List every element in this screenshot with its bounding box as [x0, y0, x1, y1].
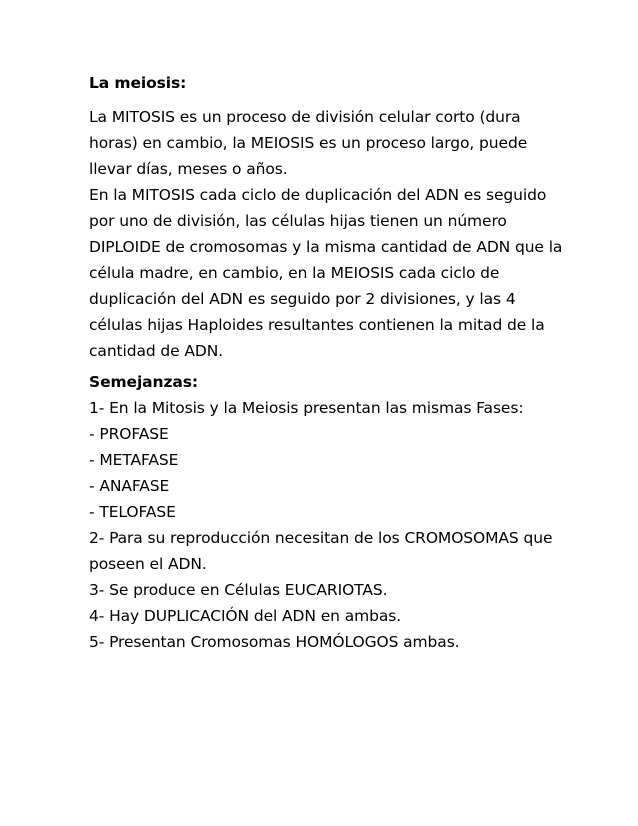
text-line: células hijas Haploides resultantes contienen la mitad de la	[89, 316, 545, 334]
text-line: cantidad de ADN.	[89, 342, 224, 360]
list-item: - METAFASE	[89, 451, 179, 469]
text-line: DIPLOIDE de cromosomas y la misma cantidad de ADN que la	[89, 238, 563, 256]
list-item: 1- En la Mitosis y la Meiosis presentan las mismas Fases:	[89, 399, 524, 417]
text-line: célula madre, en cambio, en la MEIOSIS cada ciclo de	[89, 264, 500, 282]
text-line: horas) en cambio, la MEIOSIS es un proceso largo, puede	[89, 134, 528, 152]
list-item: - TELOFASE	[89, 503, 176, 521]
text-line: por uno de división, las células hijas tienen un número	[89, 212, 507, 230]
document-body	[89, 70, 563, 655]
list-item: 4- Hay DUPLICACIÓN del ADN en ambas.	[89, 607, 402, 625]
list-item: 5- Presentan Cromosomas HOMÓLOGOS ambas.	[89, 633, 460, 651]
list-item: 2- Para su reproducción necesitan de los CROMOSOMAS que	[89, 529, 553, 547]
text-line: La MITOSIS es un proceso de división celular corto (dura	[89, 108, 521, 126]
text-line: llevar días, meses o años.	[89, 160, 288, 178]
list-item: 3- Se produce en Células EUCARIOTAS.	[89, 581, 388, 599]
paragraph-mitosis-meiosis	[89, 104, 563, 364]
text-line: duplicación del ADN es seguido por 2 divisiones, y las 4	[89, 290, 516, 308]
list-item: poseen el ADN.	[89, 555, 207, 573]
list-semejanzas	[89, 395, 559, 655]
heading-la-meiosis: La meiosis:	[89, 74, 187, 92]
list-item: - PROFASE	[89, 425, 169, 443]
heading-semejanzas: Semejanzas:	[89, 373, 198, 391]
text-line: En la MITOSIS cada ciclo de duplicación del ADN es seguido	[89, 186, 547, 204]
list-item: - ANAFASE	[89, 477, 170, 495]
